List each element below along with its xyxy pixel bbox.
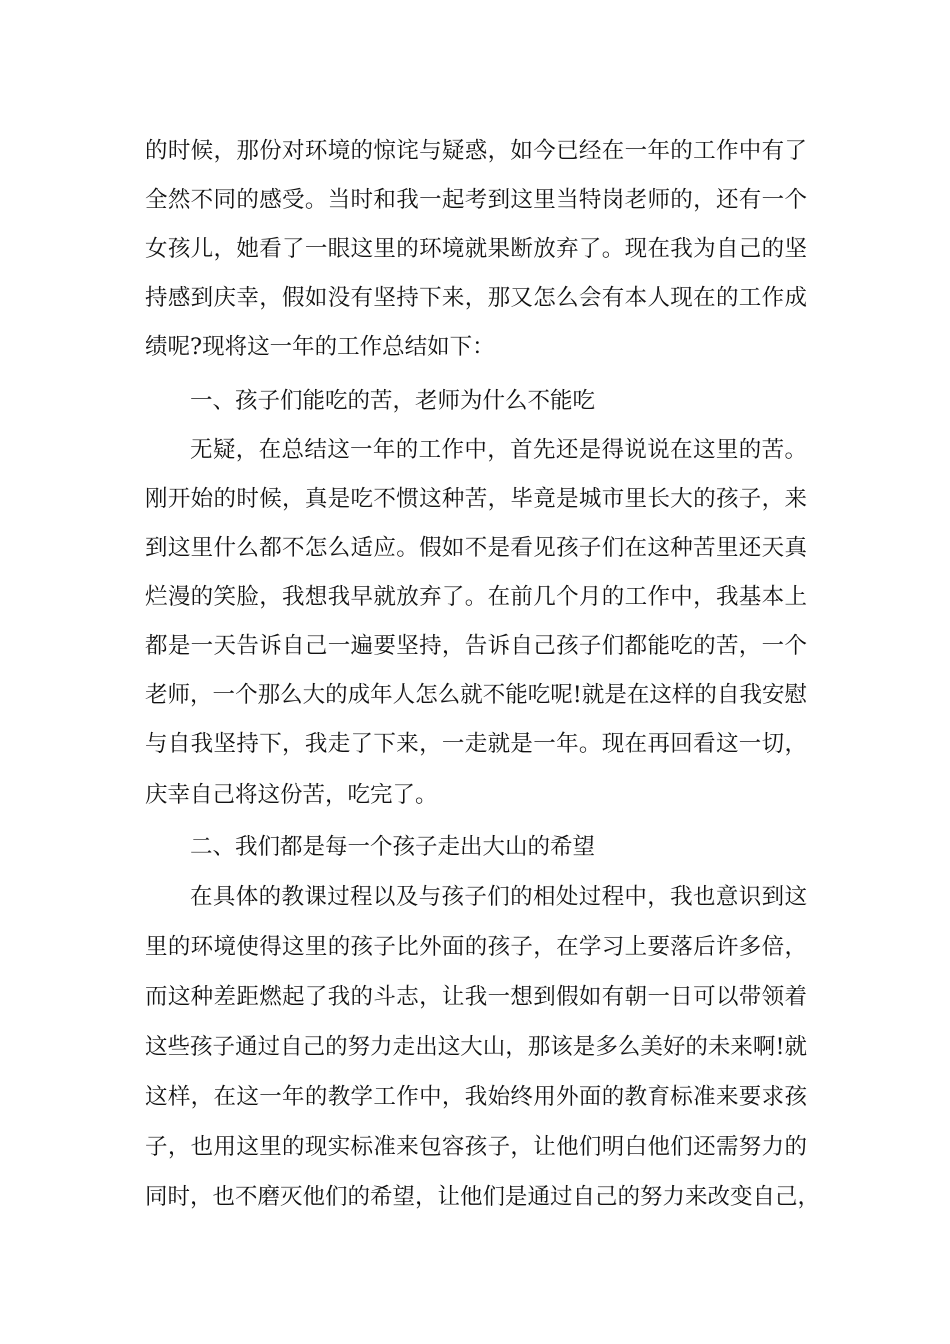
text-line-10: 烂漫的笑脸，我想我早就放弃了。在前几个月的工作中，我基本上 [145,584,807,610]
text-line-3: 女孩儿，她看了一眼这里的环境就果断放弃了。现在我为自己的坚 [145,236,807,262]
text-line-20: 这样，在这一年的教学工作中，我始终用外面的教育标准来要求孩 [145,1084,807,1110]
text-line-14: 庆幸自己将这份苦，吃完了。 [145,782,438,808]
text-line-5: 绩呢?现将这一年的工作总结如下： [145,334,495,360]
section-heading-1: 一、孩子们能吃的苦，老师为什么不能吃 [190,388,596,414]
text-line-4: 持感到庆幸，假如没有坚持下来，那又怎么会有本人现在的工作成 [145,285,807,311]
text-line-17: 里的环境使得这里的孩子比外面的孩子，在学习上要落后许多倍， [145,934,807,960]
text-line-1: 的时候，那份对环境的惊诧与疑惑，如今已经在一年的工作中有了 [145,138,807,164]
text-line-2: 全然不同的感受。当时和我一起考到这里当特岗老师的，还有一个 [145,187,807,213]
text-line-22: 同时，也不磨灭他们的希望，让他们是通过自己的努力来改变自己， [145,1184,821,1210]
text-line-13: 与自我坚持下，我走了下来，一走就是一年。现在再回看这一切， [145,731,807,757]
text-line-18: 而这种差距燃起了我的斗志，让我一想到假如有朝一日可以带领着 [145,984,807,1010]
text-line-9: 到这里什么都不怎么适应。假如不是看见孩子们在这种苦里还天真 [145,535,807,561]
text-line-19: 这些孩子通过自己的努力走出这大山，那该是多么美好的未来啊!就 [145,1034,807,1060]
text-line-21: 子，也用这里的现实标准来包容孩子，让他们明白他们还需努力的 [145,1134,807,1160]
section-heading-2: 二、我们都是每一个孩子走出大山的希望 [190,834,596,860]
text-line-7: 无疑，在总结这一年的工作中，首先还是得说说在这里的苦。 [190,437,807,463]
text-line-16: 在具体的教课过程以及与孩子们的相处过程中，我也意识到这 [190,884,807,910]
text-line-8: 刚开始的时候，真是吃不惯这种苦，毕竟是城市里长大的孩子，来 [145,486,807,512]
text-line-12: 老师，一个那么大的成年人怎么就不能吃呢!就是在这样的自我安慰 [145,682,807,708]
text-line-11: 都是一天告诉自己一遍要坚持，告诉自己孩子们都能吃的苦，一个 [145,633,807,659]
